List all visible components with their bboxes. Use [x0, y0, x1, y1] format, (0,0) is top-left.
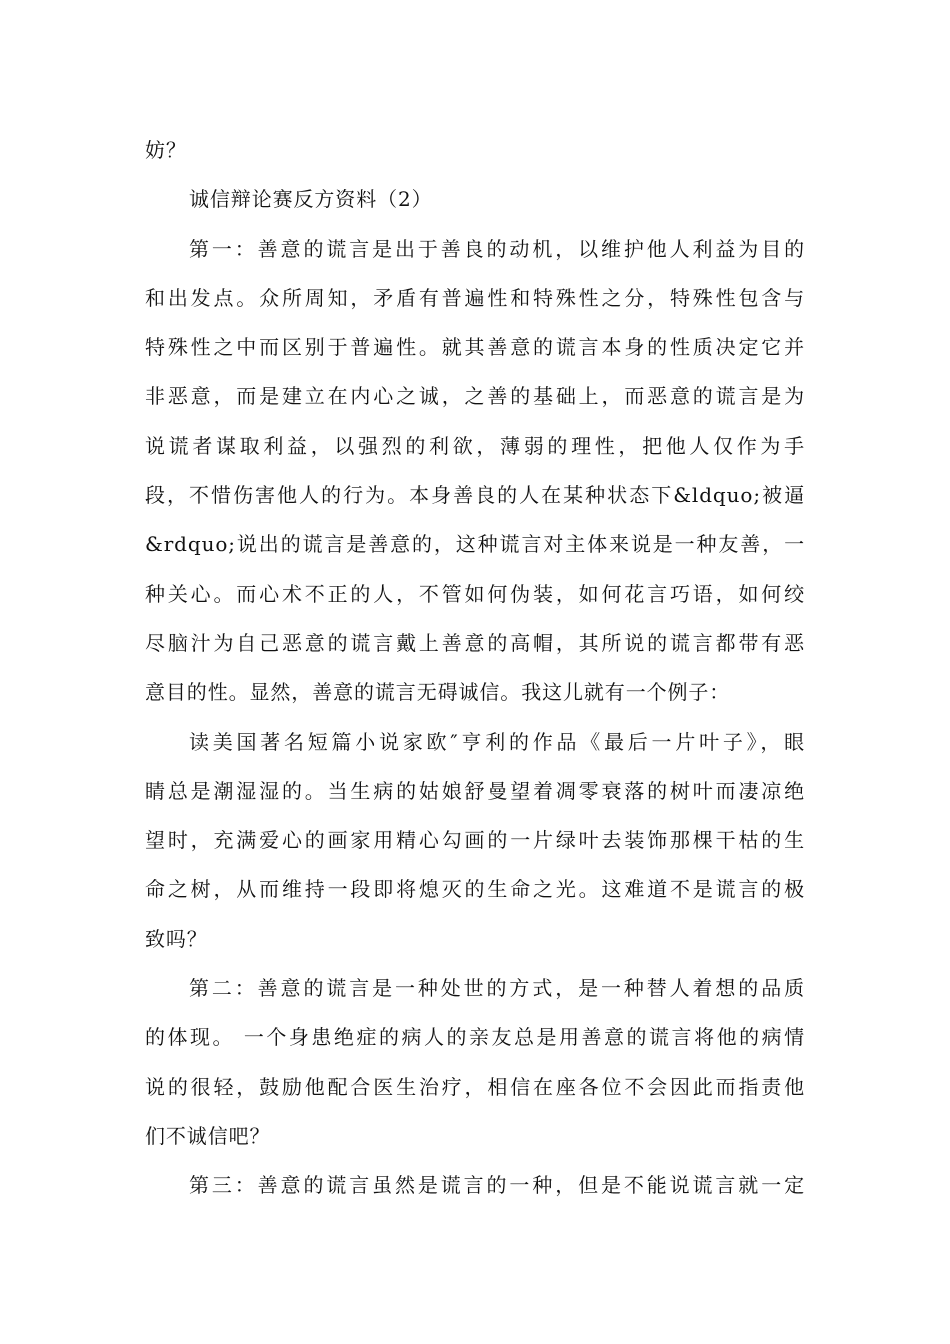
text-line: 说谎者谋取利益，以强烈的利欲，薄弱的理性，把他人仅作为手	[145, 433, 805, 458]
text-line: 说的很轻，鼓励他配合医生治疗，相信在座各位不会因此而指责他	[145, 1074, 805, 1099]
text-line: 和出发点。众所周知，矛盾有普遍性和特殊性之分，特殊性包含与	[145, 285, 805, 310]
document-body	[145, 126, 805, 1211]
text-line: 种关心。而心术不正的人，不管如何伪装，如何花言巧语，如何绞	[145, 581, 805, 606]
text-line: 非恶意，而是建立在内心之诚，之善的基础上，而恶意的谎言是为	[145, 384, 805, 409]
text-line: 的体现。 一个身患绝症的病人的亲友总是用善意的谎言将他的病情	[145, 1025, 805, 1050]
text-line: 第一：善意的谎言是出于善良的动机，以维护他人利益为目的	[189, 236, 805, 261]
text-line: 望时，充满爱心的画家用精心勾画的一片绿叶去装饰那棵干枯的生	[145, 828, 805, 853]
text-line: 段，不惜伤害他人的行为。本身善良的人在某种状态下&ldquo;被逼	[145, 483, 805, 508]
text-line: 命之树，从而维持一段即将熄灭的生命之光。这难道不是谎言的极	[145, 877, 805, 902]
text-line: 们不诚信吧？	[145, 1123, 271, 1148]
text-line: 睛总是潮湿湿的。当生病的姑娘舒曼望着凋零衰落的树叶而凄凉绝	[145, 778, 805, 803]
text-line: &rdquo;说出的谎言是善意的，这种谎言对主体来说是一种友善，一	[145, 532, 805, 557]
text-line: 意目的性。显然，善意的谎言无碍诚信。我这儿就有一个例子：	[145, 680, 731, 705]
text-line: 第二：善意的谎言是一种处世的方式，是一种替人着想的品质	[189, 976, 805, 1001]
text-line: 特殊性之中而区别于普遍性。就其善意的谎言本身的性质决定它并	[145, 335, 805, 360]
text-line: 读美国著名短篇小说家欧″亨利的作品《最后一片叶子》，眼	[189, 729, 805, 754]
text-line: 第三：善意的谎言虽然是谎言的一种，但是不能说谎言就一定	[189, 1173, 805, 1198]
text-line: 妨？	[145, 138, 187, 162]
text-line: 尽脑汁为自己恶意的谎言戴上善意的高帽，其所说的谎言都带有恶	[145, 630, 805, 655]
text-line: 致吗？	[145, 926, 208, 951]
text-line: 诚信辩论赛反方资料（2）	[189, 187, 433, 212]
